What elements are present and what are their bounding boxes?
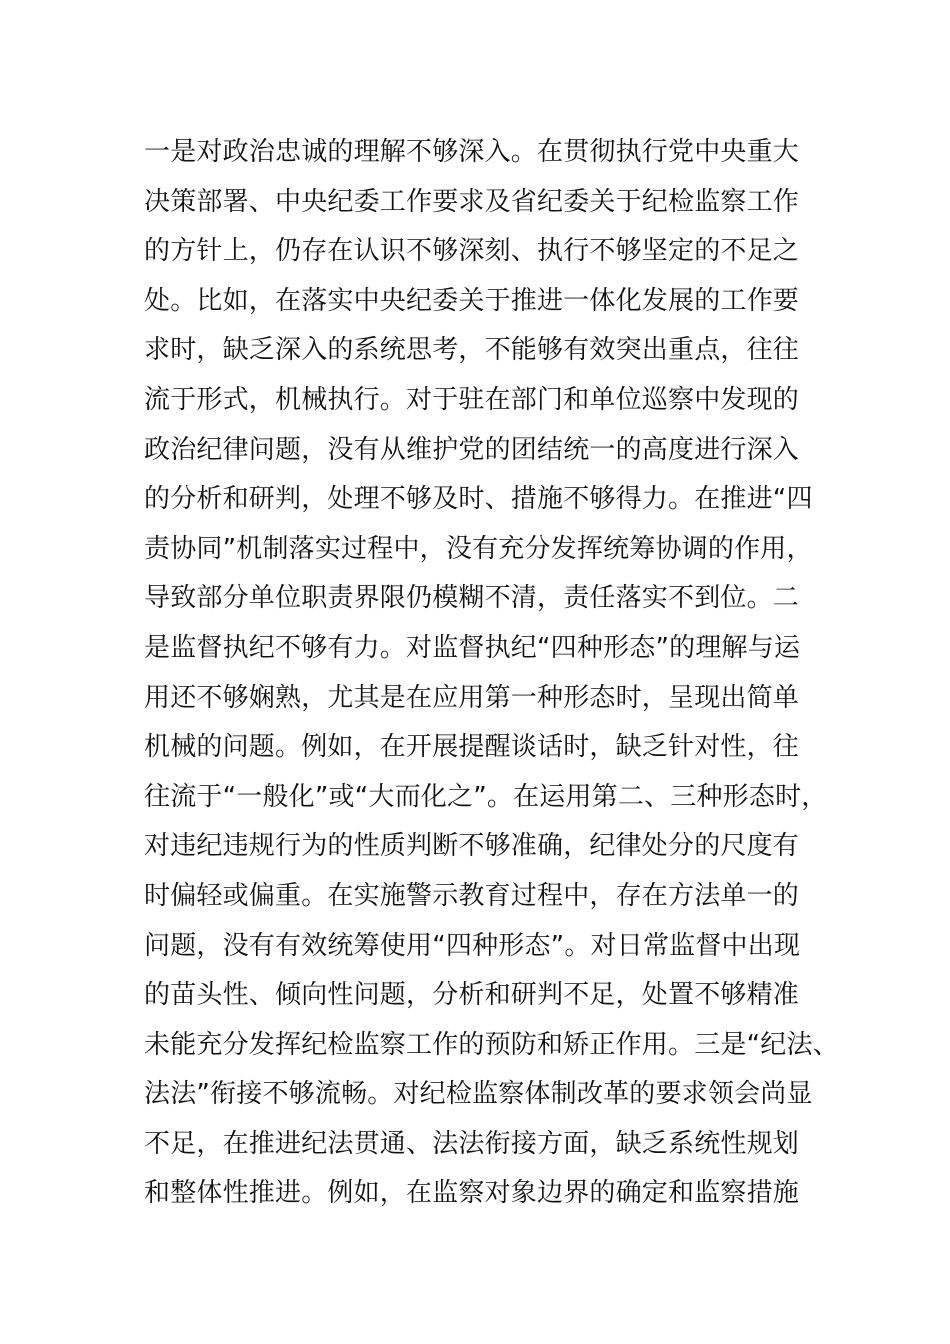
text-line: 用还不够娴熟，尤其是在应用第一种形态时，呈现出简单 xyxy=(144,682,800,713)
text-line: 一是对政治忠诚的理解不够深入。在贯彻执行党中央重大 xyxy=(144,137,800,167)
text-line: 未能充分发挥纪检监察工作的预防和矫正作用。三是“纪法、 xyxy=(144,1029,839,1060)
text-line: 对违纪违规行为的性质判断不够准确，纪律处分的尺度有 xyxy=(144,831,800,862)
text-line: 决策部署、中央纪委工作要求及省纪委关于纪检监察工作 xyxy=(144,186,800,217)
text-line: 问题，没有有效统筹使用“四种形态”。对日常监督中出现 xyxy=(144,930,801,961)
text-line: 往流于“一般化”或“大而化之”。在运用第二、三种形态时， xyxy=(144,781,828,812)
body-paragraph xyxy=(144,128,844,1219)
text-line: 机械的问题。例如，在开展提醒谈话时，缺乏针对性，往 xyxy=(144,732,800,763)
text-line: 处。比如，在落实中央纪委关于推进一体化发展的工作要 xyxy=(144,285,800,316)
text-line: 和整体性推进。例如，在监察对象边界的确定和监察措施 xyxy=(144,1178,800,1209)
text-line: 不足，在推进纪法贯通、法法衔接方面，缺乏系统性规划 xyxy=(144,1128,800,1159)
text-line: 责协同”机制落实过程中，没有充分发挥统筹协调的作用， xyxy=(144,533,813,564)
text-line: 政治纪律问题，没有从维护党的团结统一的高度进行深入 xyxy=(144,434,800,465)
text-line: 的苗头性、倾向性问题，分析和研判不足，处置不够精准 xyxy=(144,980,800,1011)
text-line: 流于形式，机械执行。对于驻在部门和单位巡察中发现的 xyxy=(144,384,800,415)
text-line: 的方针上，仍存在认识不够深刻、执行不够坚定的不足之 xyxy=(144,236,800,267)
text-line: 是监督执纪不够有力。对监督执纪“四种形态”的理解与运 xyxy=(144,632,801,663)
text-line: 求时，缺乏深入的系统思考，不能够有效突出重点，往往 xyxy=(144,335,800,366)
text-line: 时偏轻或偏重。在实施警示教育过程中，存在方法单一的 xyxy=(144,880,800,911)
text-line: 法法”衔接不够流畅。对纪检监察体制改革的要求领会尚显 xyxy=(144,1079,813,1110)
text-line: 的分析和研判，处理不够及时、措施不够得力。在推进“四 xyxy=(144,484,813,515)
text-line: 导致部分单位职责界限仍模糊不清，责任落实不到位。二 xyxy=(144,583,800,614)
